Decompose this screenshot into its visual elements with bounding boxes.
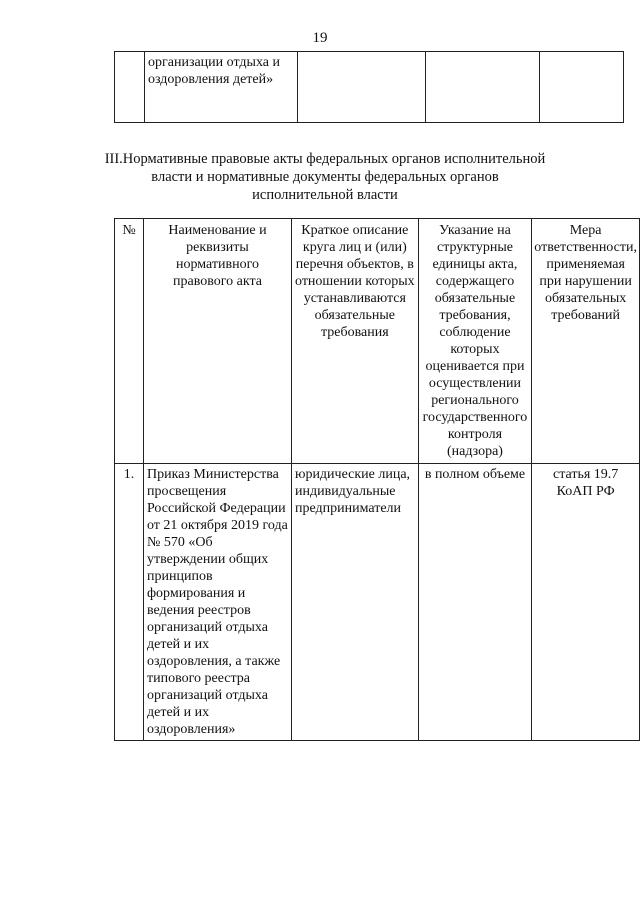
table-row — [115, 464, 640, 741]
units-cell — [426, 52, 540, 123]
description-cell: юридические лица, индивидуальные предприниматели — [291, 464, 418, 741]
header-row — [115, 219, 640, 464]
regulations-table — [114, 218, 640, 741]
row-number — [115, 52, 145, 123]
header-measure: Мера ответственности, применяемая при нарушении обязательных требований — [532, 219, 640, 464]
header-units: Указание на структурные единицы акта, содержащего обязательные требования, соблюдение которых оценивается при осуществлении регионального государственного контроля (надзора) — [418, 219, 532, 464]
row-number: 1. — [115, 464, 144, 741]
header-name: Наименование и реквизиты нормативного правового акта — [143, 219, 291, 464]
act-name-cell: организации отдыха и оздоровления детей» — [145, 52, 298, 123]
page-number: 19 — [312, 30, 328, 46]
table-row — [115, 52, 624, 123]
act-name-cell: Приказ Министерства просвещения Российской Федерации от 21 октября 2019 года № 570 «Об утверждении общих принципов формирования и ведения реестров организаций отдыха детей и их оздоровления, а также типового реестра организаций отдыха детей и их оздоровления» — [143, 464, 291, 741]
continued-table — [114, 51, 624, 123]
measure-cell — [540, 52, 624, 123]
header-description: Краткое описание круга лиц и (или) перечня объектов, в отношении которых устанавливаются обязательные требования — [291, 219, 418, 464]
section-title: III.Нормативные правовые акты федеральных органов исполнительной власти и нормативные документы федеральных органов исполнительной власти — [104, 151, 546, 203]
description-cell — [298, 52, 426, 123]
header-num: № — [115, 219, 144, 464]
measure-cell: статья 19.7 КоАП РФ — [532, 464, 640, 741]
units-cell: в полном объеме — [418, 464, 532, 741]
